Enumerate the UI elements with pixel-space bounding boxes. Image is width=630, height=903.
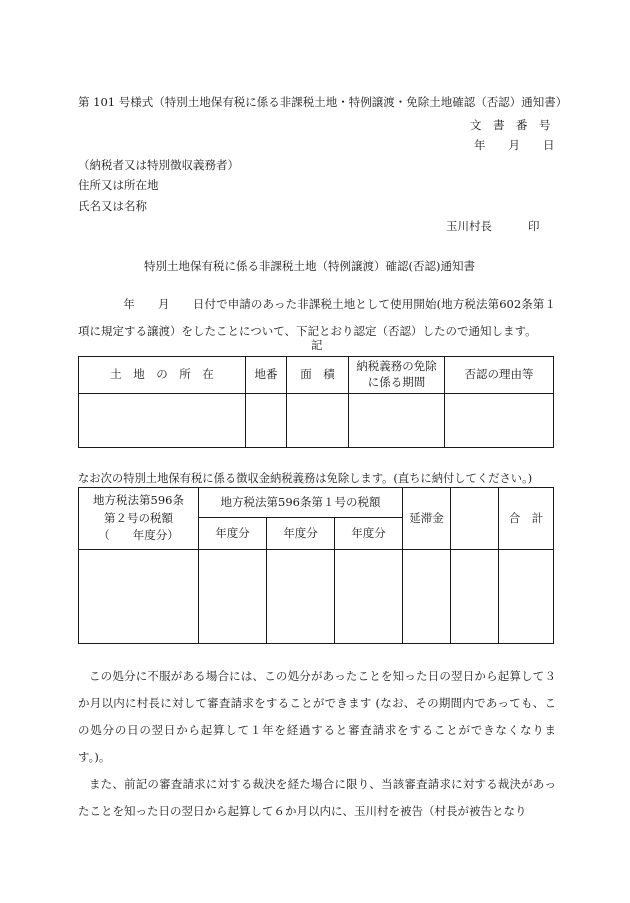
exemption-text: なお次の特別土地保有税に係る徴収金納税義務は免除します。(直ちに納付してください。): [78, 472, 533, 485]
notice-title: 特別土地保有税に係る非課税土地（特例譲渡）確認(否認)通知書: [144, 259, 475, 273]
date-label: 年 月 日: [474, 138, 555, 152]
blank-header: [451, 488, 499, 550]
issuer-name: 玉川村長: [446, 219, 492, 233]
intro-paragraph: 年 月 日付で申請のあった非課税土地として使用開始(地方税法第602条第１項に規定する譲渡）をしたことについて、下記とおり認定（否認）したので通知します。: [78, 297, 556, 338]
fiscal-year-header-1: 年度分: [199, 518, 267, 550]
tax-table-row: [79, 550, 554, 644]
year1-amount-cell[interactable]: [199, 550, 267, 644]
exemption-period-cell[interactable]: [349, 394, 445, 448]
denial-reason-cell[interactable]: [445, 394, 554, 448]
form-title: 第 101 号様式（特別土地保有税に係る非課税土地・特例譲渡・免除土地確認（否認）通知書）: [78, 95, 568, 109]
lot-number-cell[interactable]: [246, 394, 287, 448]
year3-amount-cell[interactable]: [335, 550, 403, 644]
land-table: [78, 356, 554, 448]
appeal-paragraph-2: また、前記の審査請求に対する裁決を経た場合に限り、当該審査請求に対する裁決があったことを知った日の翌日から起算して６か月以内に、玉川村を被告（村長が被告となり: [78, 777, 556, 818]
land-table-row: [79, 394, 554, 448]
appeal-paragraph-1: この処分に不服がある場合には、この処分があったことを知った日の翌日から起算して３か月以内に村長に対して審査請求をすることができます (なお、その期間内であっても、この処分の日の翌日から起算して１年を経過すると審査請求をすることができなくなります。)。: [78, 669, 556, 764]
area-cell[interactable]: [287, 394, 349, 448]
address-label: 住所又は所在地: [78, 178, 159, 192]
land-table-header-row: [79, 357, 554, 394]
fiscal-year-header-3: 年度分: [335, 518, 403, 550]
total-cell[interactable]: [499, 550, 554, 644]
article-596-item2-line2: 第２号の税額: [104, 510, 173, 525]
article-596-item2-line1: 地方税法第596条: [93, 492, 184, 507]
tax-amount-table: [78, 487, 554, 644]
land-location-header: 土 地 の 所 在: [79, 357, 246, 394]
lot-number-header: 地番: [246, 357, 287, 394]
late-fee-header: 延滞金: [403, 488, 451, 550]
tax-table-header-row-1: [79, 488, 554, 518]
total-header: 合 計: [499, 488, 554, 550]
seal-mark: 印: [528, 219, 540, 233]
ki-heading: 記: [311, 338, 323, 352]
late-fee-cell[interactable]: [403, 550, 451, 644]
article-596-item2-line3: （ 年度分）: [98, 528, 179, 543]
article-596-item2-header: [79, 488, 199, 550]
article-596-item1-header: 地方税法第596条第１号の税額: [199, 488, 403, 518]
exemption-period-header: 納税義務の免除に係る期間: [349, 357, 445, 394]
blank-cell[interactable]: [451, 550, 499, 644]
denial-reason-header: 否認の理由等: [445, 357, 554, 394]
document-number-label: 文 書 番 号: [470, 118, 551, 132]
name-label: 氏名又は名称: [78, 199, 147, 213]
year2-amount-cell[interactable]: [267, 550, 335, 644]
taxpayer-label: （納税者又は特別徴収義務者）: [78, 158, 239, 172]
item2-amount-cell[interactable]: [79, 550, 199, 644]
area-header: 面 積: [287, 357, 349, 394]
land-location-cell[interactable]: [79, 394, 246, 448]
fiscal-year-header-2: 年度分: [267, 518, 335, 550]
